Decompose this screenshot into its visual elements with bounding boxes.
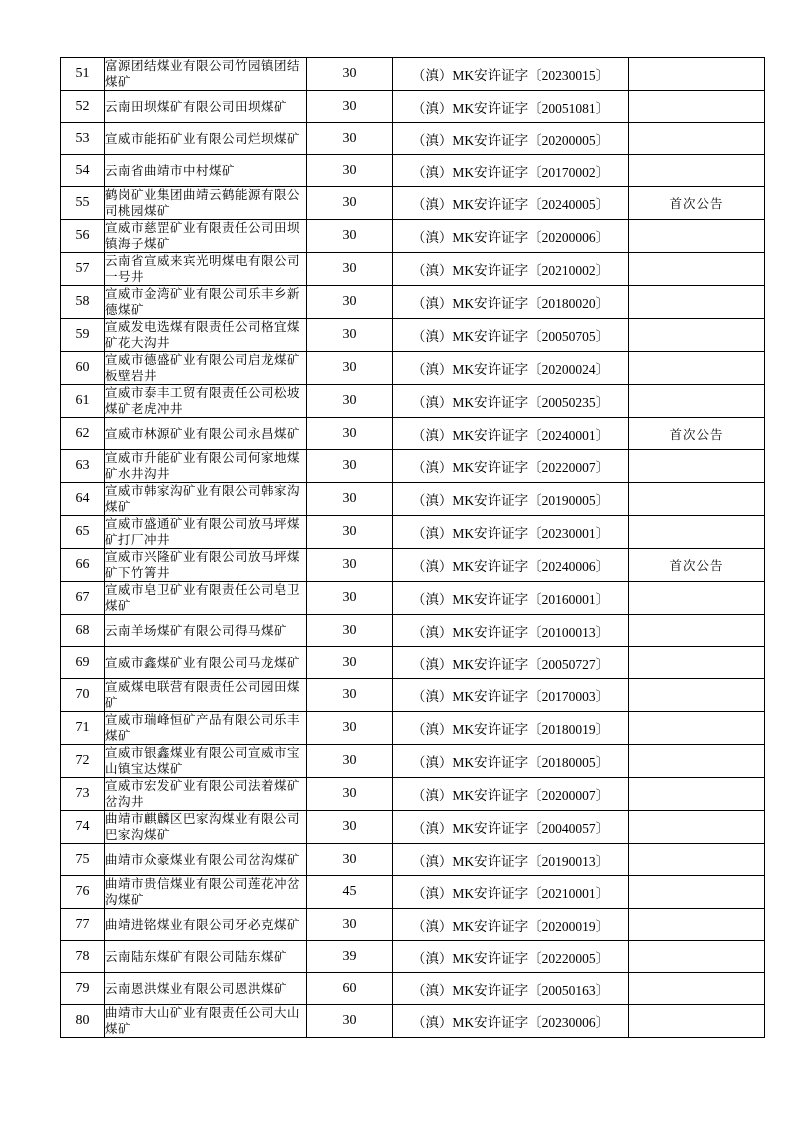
license-number-cell: （滇）MK安许证字〔20100013〕 [393,615,629,647]
row-number-cell: 60 [61,352,105,385]
capacity-cell: 30 [307,582,393,615]
license-number-cell: （滇）MK安许证字〔20180005〕 [393,745,629,778]
row-number-cell: 67 [61,582,105,615]
capacity-cell: 30 [307,516,393,549]
row-number-cell: 65 [61,516,105,549]
table-row [61,286,765,319]
capacity-cell: 30 [307,286,393,319]
row-number-cell: 69 [61,647,105,679]
license-number-cell: （滇）MK安许证字〔20200024〕 [393,352,629,385]
license-number-cell: （滇）MK安许证字〔20190005〕 [393,483,629,516]
capacity-cell: 30 [307,483,393,516]
note-cell [629,319,765,352]
note-cell [629,286,765,319]
table-row [61,123,765,155]
license-number-cell: （滇）MK安许证字〔20040057〕 [393,811,629,844]
capacity-cell: 30 [307,155,393,187]
capacity-cell: 30 [307,385,393,418]
mine-name-cell: 宣威市银鑫煤业有限公司宣威市宝山镇宝达煤矿 [105,745,307,778]
mine-name-cell: 云南省曲靖市中村煤矿 [105,155,307,187]
table-row [61,941,765,973]
mine-name-cell: 宣威市德盛矿业有限公司启龙煤矿板壁岩井 [105,352,307,385]
table-row [61,973,765,1005]
row-number-cell: 61 [61,385,105,418]
note-cell [629,516,765,549]
note-cell [629,876,765,909]
capacity-cell: 30 [307,712,393,745]
note-cell [629,483,765,516]
note-cell [629,679,765,712]
row-number-cell: 73 [61,778,105,811]
license-number-cell: （滇）MK安许证字〔20240006〕 [393,549,629,582]
capacity-cell: 30 [307,615,393,647]
row-number-cell: 57 [61,253,105,286]
capacity-cell: 30 [307,253,393,286]
note-cell [629,647,765,679]
row-number-cell: 56 [61,220,105,253]
table-row [61,679,765,712]
license-number-cell: （滇）MK安许证字〔20220005〕 [393,941,629,973]
table-row [61,91,765,123]
license-number-cell: （滇）MK安许证字〔20050163〕 [393,973,629,1005]
table-row [61,187,765,220]
table-row [61,319,765,352]
capacity-cell: 30 [307,745,393,778]
row-number-cell: 55 [61,187,105,220]
table-row [61,615,765,647]
row-number-cell: 68 [61,615,105,647]
row-number-cell: 52 [61,91,105,123]
table-row [61,253,765,286]
note-cell [629,712,765,745]
license-number-cell: （滇）MK安许证字〔20180019〕 [393,712,629,745]
capacity-cell: 60 [307,973,393,1005]
note-cell [629,582,765,615]
mine-name-cell: 富源团结煤业有限公司竹园镇团结煤矿 [105,58,307,91]
capacity-cell: 30 [307,123,393,155]
table-row [61,582,765,615]
note-cell [629,123,765,155]
table-row [61,58,765,91]
license-number-cell: （滇）MK安许证字〔20180020〕 [393,286,629,319]
note-cell [629,155,765,187]
note-cell [629,352,765,385]
row-number-cell: 54 [61,155,105,187]
mine-name-cell: 宣威市兴隆矿业有限公司放马坪煤矿下竹箐井 [105,549,307,582]
license-number-cell: （滇）MK安许证字〔20051081〕 [393,91,629,123]
mine-name-cell: 宣威市鑫煤矿业有限公司马龙煤矿 [105,647,307,679]
table-row [61,909,765,941]
mine-name-cell: 曲靖市众豪煤业有限公司岔沟煤矿 [105,844,307,876]
note-cell [629,909,765,941]
license-number-cell: （滇）MK安许证字〔20170002〕 [393,155,629,187]
table-row [61,483,765,516]
table-body [61,58,765,1038]
capacity-cell: 30 [307,187,393,220]
mine-name-cell: 云南羊场煤矿有限公司得马煤矿 [105,615,307,647]
table-row [61,450,765,483]
mine-name-cell: 云南恩洪煤业有限公司恩洪煤矿 [105,973,307,1005]
row-number-cell: 51 [61,58,105,91]
mine-name-cell: 宣威市升能矿业有限公司何家地煤矿水井沟井 [105,450,307,483]
license-number-cell: （滇）MK安许证字〔20160001〕 [393,582,629,615]
capacity-cell: 45 [307,876,393,909]
note-cell [629,450,765,483]
license-number-cell: （滇）MK安许证字〔20200007〕 [393,778,629,811]
row-number-cell: 77 [61,909,105,941]
capacity-cell: 30 [307,679,393,712]
coal-mine-list-table [60,57,765,1038]
capacity-cell: 30 [307,778,393,811]
capacity-cell: 30 [307,58,393,91]
table-row [61,516,765,549]
license-number-cell: （滇）MK安许证字〔20200006〕 [393,220,629,253]
license-number-cell: （滇）MK安许证字〔20170003〕 [393,679,629,712]
note-cell [629,253,765,286]
license-number-cell: （滇）MK安许证字〔20230015〕 [393,58,629,91]
capacity-cell: 39 [307,941,393,973]
mine-name-cell: 宣威市宏发矿业有限公司法着煤矿岔沟井 [105,778,307,811]
note-cell: 首次公告 [629,187,765,220]
mine-name-cell: 鹤岗矿业集团曲靖云鹤能源有限公司桃园煤矿 [105,187,307,220]
mine-name-cell: 宣威市瑞峰恒矿产品有限公司乐丰煤矿 [105,712,307,745]
row-number-cell: 78 [61,941,105,973]
note-cell [629,91,765,123]
mine-name-cell: 宣威市慈罡矿业有限责任公司田坝镇海子煤矿 [105,220,307,253]
license-number-cell: （滇）MK安许证字〔20200019〕 [393,909,629,941]
mine-name-cell: 宣威市皂卫矿业有限责任公司皂卫煤矿 [105,582,307,615]
mine-name-cell: 云南田坝煤矿有限公司田坝煤矿 [105,91,307,123]
license-number-cell: （滇）MK安许证字〔20210002〕 [393,253,629,286]
capacity-cell: 30 [307,220,393,253]
mine-name-cell: 宣威市泰丰工贸有限责任公司松坡煤矿老虎冲井 [105,385,307,418]
mine-name-cell: 曲靖进铭煤业有限公司牙必克煤矿 [105,909,307,941]
table-row [61,712,765,745]
note-cell [629,941,765,973]
license-number-cell: （滇）MK安许证字〔20200005〕 [393,123,629,155]
note-cell [629,220,765,253]
mine-name-cell: 宣威市韩家沟矿业有限公司韩家沟煤矿 [105,483,307,516]
license-number-cell: （滇）MK安许证字〔20240001〕 [393,418,629,450]
mine-name-cell: 曲靖市贵信煤业有限公司莲花冲岔沟煤矿 [105,876,307,909]
capacity-cell: 30 [307,352,393,385]
note-cell: 首次公告 [629,549,765,582]
mine-name-cell: 宣威煤电联营有限责任公司园田煤矿 [105,679,307,712]
table-row [61,155,765,187]
license-number-cell: （滇）MK安许证字〔20210001〕 [393,876,629,909]
capacity-cell: 30 [307,418,393,450]
row-number-cell: 70 [61,679,105,712]
row-number-cell: 79 [61,973,105,1005]
row-number-cell: 75 [61,844,105,876]
mine-name-cell: 宣威市盛通矿业有限公司放马坪煤矿打厂冲井 [105,516,307,549]
table-row [61,385,765,418]
row-number-cell: 71 [61,712,105,745]
mine-name-cell: 宣威市金湾矿业有限公司乐丰乡新德煤矿 [105,286,307,319]
capacity-cell: 30 [307,844,393,876]
row-number-cell: 64 [61,483,105,516]
capacity-cell: 30 [307,1005,393,1038]
capacity-cell: 30 [307,811,393,844]
capacity-cell: 30 [307,450,393,483]
mine-name-cell: 宣威市林源矿业有限公司永昌煤矿 [105,418,307,450]
table-row [61,745,765,778]
note-cell [629,58,765,91]
row-number-cell: 66 [61,549,105,582]
mine-name-cell: 云南陆东煤矿有限公司陆东煤矿 [105,941,307,973]
mine-name-cell: 曲靖市大山矿业有限责任公司大山煤矿 [105,1005,307,1038]
note-cell [629,778,765,811]
table-row [61,876,765,909]
capacity-cell: 30 [307,319,393,352]
license-number-cell: （滇）MK安许证字〔20050727〕 [393,647,629,679]
license-number-cell: （滇）MK安许证字〔20230006〕 [393,1005,629,1038]
row-number-cell: 62 [61,418,105,450]
capacity-cell: 30 [307,647,393,679]
capacity-cell: 30 [307,909,393,941]
note-cell [629,745,765,778]
row-number-cell: 58 [61,286,105,319]
row-number-cell: 53 [61,123,105,155]
table-row [61,549,765,582]
license-number-cell: （滇）MK安许证字〔20050235〕 [393,385,629,418]
license-number-cell: （滇）MK安许证字〔20220007〕 [393,450,629,483]
row-number-cell: 63 [61,450,105,483]
row-number-cell: 74 [61,811,105,844]
note-cell: 首次公告 [629,418,765,450]
mine-name-cell: 宣威市能拓矿业有限公司烂坝煤矿 [105,123,307,155]
license-number-cell: （滇）MK安许证字〔20050705〕 [393,319,629,352]
mine-name-cell: 曲靖市麒麟区巴家沟煤业有限公司巴家沟煤矿 [105,811,307,844]
table-row [61,844,765,876]
license-number-cell: （滇）MK安许证字〔20230001〕 [393,516,629,549]
note-cell [629,615,765,647]
table-row [61,778,765,811]
license-number-cell: （滇）MK安许证字〔20240005〕 [393,187,629,220]
note-cell [629,811,765,844]
mine-name-cell: 云南省宣威来宾光明煤电有限公司一号井 [105,253,307,286]
row-number-cell: 76 [61,876,105,909]
capacity-cell: 30 [307,549,393,582]
note-cell [629,973,765,1005]
note-cell [629,1005,765,1038]
table-row [61,1005,765,1038]
note-cell [629,385,765,418]
table-row [61,811,765,844]
table-row [61,220,765,253]
table-row [61,352,765,385]
capacity-cell: 30 [307,91,393,123]
note-cell [629,844,765,876]
license-number-cell: （滇）MK安许证字〔20190013〕 [393,844,629,876]
row-number-cell: 72 [61,745,105,778]
row-number-cell: 80 [61,1005,105,1038]
mine-name-cell: 宣威发电选煤有限责任公司格宜煤矿花大沟井 [105,319,307,352]
table-row [61,647,765,679]
table-row [61,418,765,450]
row-number-cell: 59 [61,319,105,352]
